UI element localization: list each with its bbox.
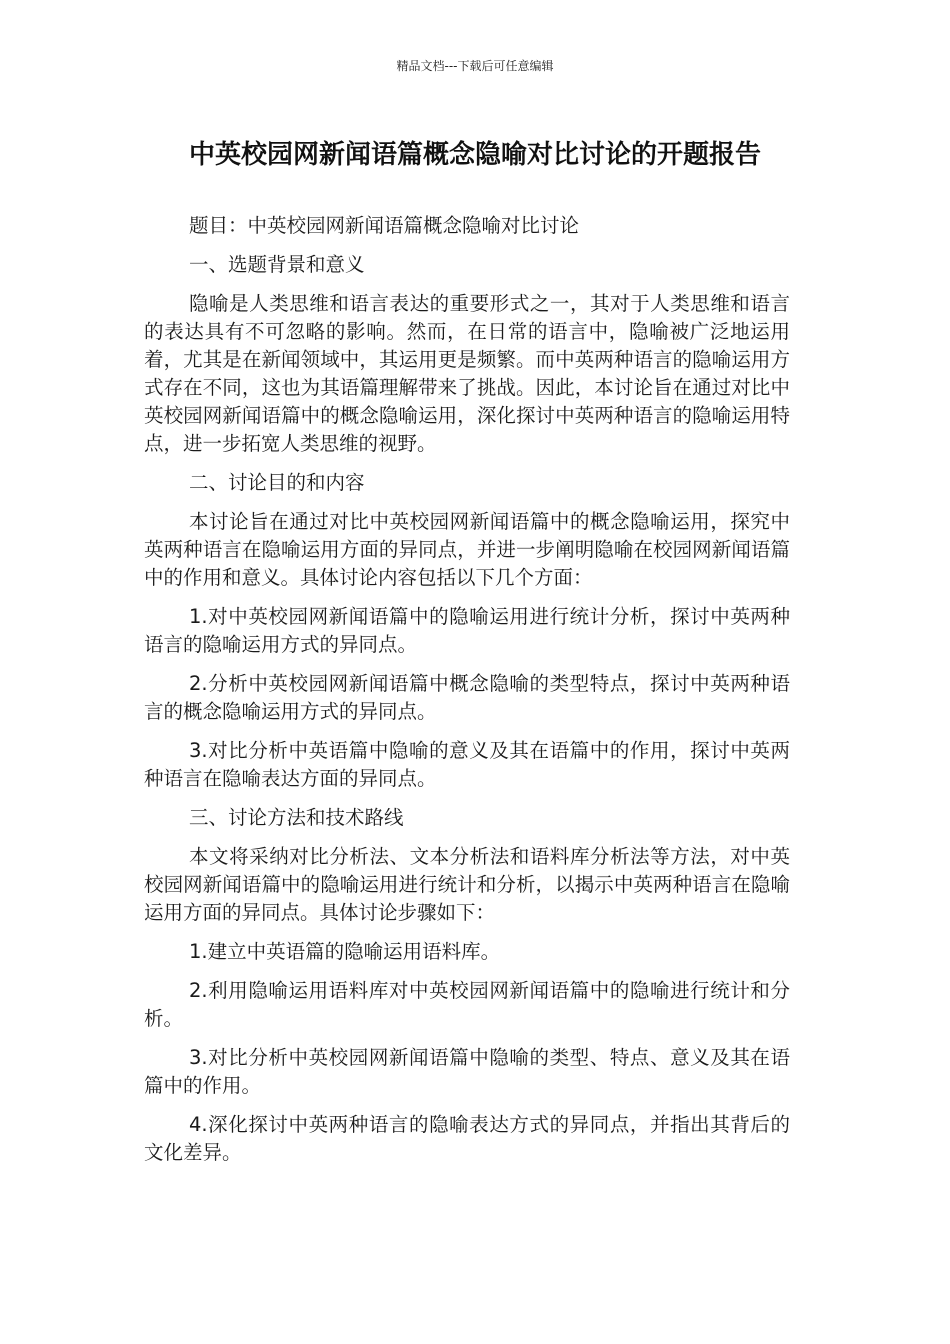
document-body (144, 212, 790, 1178)
objective-item-3: 3.对比分析中英语篇中隐喻的意义及其在语篇中的作用，探讨中英两种语言在隐喻表达方面的异同点。 (144, 739, 790, 790)
method-step-4: 4.深化探讨中英两种语言的隐喻表达方式的异同点，并指出其背后的文化差异。 (144, 1113, 790, 1164)
document-title: 中英校园网新闻语篇概念隐喻对比讨论的开题报告 (188, 140, 761, 170)
objectives-paragraph: 本讨论旨在通过对比中英校园网新闻语篇中的概念隐喻运用，探究中英两种语言在隐喻运用方面的异同点，并进一步阐明隐喻在校园网新闻语篇中的作用和意义。具体讨论内容包括以下几个方面： (144, 510, 790, 589)
method-step-1: 1.建立中英语篇的隐喻运用语料库。 (189, 940, 501, 963)
objective-item-2: 2.分析中英校园网新闻语篇中概念隐喻的类型特点，探讨中英两种语言的概念隐喻运用方式的异同点。 (144, 672, 790, 723)
objective-item-1: 1.对中英校园网新闻语篇中的隐喻运用进行统计分析，探讨中英两种语言的隐喻运用方式的异同点。 (144, 605, 790, 656)
section-heading-objectives: 二、讨论目的和内容 (189, 471, 365, 494)
page-header-note: 精品文档---下载后可任意编辑 (396, 59, 554, 73)
method-step-3: 3.对比分析中英校园网新闻语篇中隐喻的类型、特点、意义及其在语篇中的作用。 (144, 1046, 790, 1097)
methods-paragraph: 本文将采纳对比分析法、文本分析法和语料库分析法等方法，对中英校园网新闻语篇中的隐喻运用进行统计和分析，以揭示中英两种语言在隐喻运用方面的异同点。具体讨论步骤如下： (144, 845, 790, 924)
section-heading-methods: 三、讨论方法和技术路线 (189, 806, 404, 829)
method-step-2: 2.利用隐喻运用语料库对中英校园网新闻语篇中的隐喻进行统计和分析。 (144, 979, 790, 1030)
topic-line: 题目：中英校园网新闻语篇概念隐喻对比讨论 (189, 214, 580, 237)
section-heading-background: 一、选题背景和意义 (189, 253, 365, 276)
background-paragraph: 隐喻是人类思维和语言表达的重要形式之一，其对于人类思维和语言的表达具有不可忽略的影响。然而，在日常的语言中，隐喻被广泛地运用着，尤其是在新闻领域中，其运用更是频繁。而中英两种语言的隐喻运用方式存在不同，这也为其语篇理解带来了挑战。因此，本讨论旨在通过对比中英校园网新闻语篇中的概念隐喻运用，深化探讨中英两种语言的隐喻运用特点，进一步拓宽人类思维的视野。 (144, 292, 790, 455)
